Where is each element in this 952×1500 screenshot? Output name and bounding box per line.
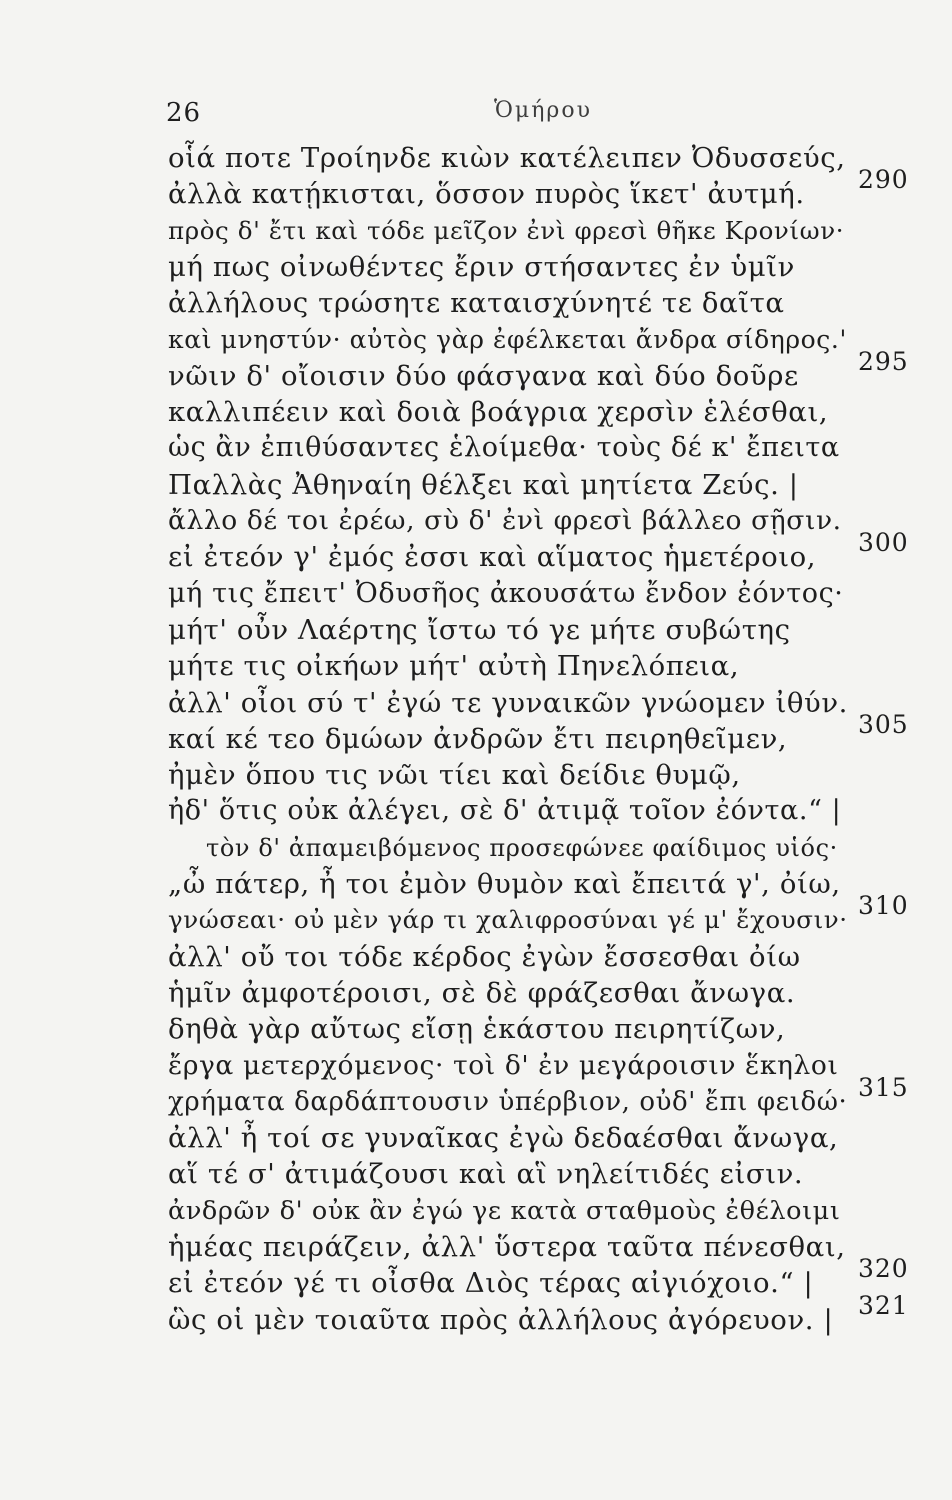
- verse-line: [0, 1072, 952, 1120]
- verse-line-text: χρήματα δαρδάπτουσιν ὑπέρβιον, οὐδ' ἔπι φειδώ·: [168, 1086, 848, 1117]
- verse-line-text: γνώσεαι· οὐ μὲν γάρ τι χαλιφροσύναι γέ μ' ἔχουσιν·: [168, 905, 848, 935]
- line-number: 305: [858, 709, 909, 739]
- verse-line: [0, 793, 952, 829]
- verse-line-text: μή πως οἰνωθέντες ἔριν στήσαντες ἐν ὑμῖν: [168, 250, 795, 283]
- verse-line: [0, 975, 952, 1011]
- verse-line: [0, 140, 952, 176]
- verse-line-text: εἰ ἐτεόν γέ τι οἶσθα Διὸς τέρας αἰγιόχοιο.“ |: [168, 1267, 814, 1300]
- verse-line: [0, 285, 952, 321]
- verse-line-text: μή τις ἔπειτ' Ὀδυσῆος ἀκουσάτω ἔνδον ἐόντος·: [168, 577, 844, 609]
- verse-line: [0, 612, 952, 648]
- line-number: 321: [858, 1290, 909, 1320]
- verse-line: [0, 1193, 952, 1229]
- verse-line: [0, 1120, 952, 1156]
- running-title: Ὁμήρου: [494, 98, 592, 123]
- verse-line-text: ἡμέας πειράζειν, ἀλλ' ὕστερα ταῦτα πένεσθαι,: [168, 1231, 846, 1263]
- verse-line-text: πρὸς δ' ἔτι καὶ τόδε μεῖζον ἐνὶ φρεσὶ θῆκε Κρονίων·: [168, 215, 845, 245]
- verse-line-text: οἷά ποτε Τροίηνδε κιὼν κατέλειπεν Ὀδυσσεύς,: [168, 142, 846, 174]
- line-number: 295: [858, 346, 909, 376]
- verse-line: [0, 1011, 952, 1047]
- verse-line: [0, 503, 952, 539]
- verse-line-text: μήτ' οὖν Λαέρτης ἴστω τό γε μήτε συβώτης: [168, 613, 791, 646]
- verse-line: [0, 1156, 952, 1192]
- verse-line-text: ἀλλήλους τρώσητε καταισχύνητέ τε δαῖτα: [168, 287, 785, 320]
- verse-line-text: εἰ ἐτεόν γ' ἐμός ἐσσι καὶ αἵματος ἡμετέροιο,: [168, 541, 817, 574]
- verse-line: [0, 709, 952, 757]
- verse-line-text: ἀλλὰ κατῄκισται, ὅσσον πυρὸς ἵκετ' ἀυτμή.: [168, 178, 805, 211]
- line-number: 310: [858, 891, 909, 921]
- verse-line: [0, 528, 952, 575]
- verse-line-text: ἡμῖν ἀμφοτέροισι, σὲ δὲ φράζεσθαι ἄνωγα.: [168, 976, 796, 1009]
- verse-line-text: ἠδ' ὅτις οὐκ ἀλέγει, σὲ δ' ἀτιμᾷ τοῖον ἐόντα.“ |: [168, 795, 842, 827]
- verse-line: [0, 249, 952, 285]
- verse-line: [0, 576, 952, 612]
- verse-line: [0, 866, 952, 902]
- line-number: 315: [858, 1072, 909, 1102]
- verse-line: [0, 830, 952, 866]
- verse-line-text: καί κέ τεο δμώων ἀνδρῶν ἔτι πειρηθεῖμεν,: [168, 722, 788, 755]
- verse-line-text: καὶ μνηστύν· αὐτὸς γὰρ ἐφέλκεται ἄνδρα σίδηρος.': [168, 324, 847, 354]
- line-number: 290: [858, 165, 909, 195]
- verse-line-text: τὸν δ' ἀπαμειβόμενος προσεφώνεε φαίδιμος υἱός·: [206, 833, 838, 862]
- page-number: 26: [166, 98, 202, 128]
- verse-line-text: αἵ τέ σ' ἀτιμάζουσι καὶ αἳ νηλείτιδές εἰσιν.: [168, 1158, 804, 1191]
- verse-line-text: μήτε τις οἰκήων μήτ' αὐτὴ Πηνελόπεια,: [168, 650, 740, 683]
- verse-line-text: ἔργα μετερχόμενος· τοὶ δ' ἐν μεγάροισιν ἕκηλοι: [168, 1049, 839, 1081]
- verse-line-text: ὣς οἱ μὲν τοιαῦτα πρὸς ἀλλήλους ἀγόρευον. |: [168, 1303, 834, 1336]
- verse-line: [0, 1229, 952, 1265]
- line-number: 300: [858, 528, 909, 558]
- verse-line: [0, 430, 952, 466]
- verse-line-text: καλλιπέειν καὶ δοιὰ βοάγρια χερσὶν ἑλέσθαι,: [168, 396, 829, 429]
- verse-line: [0, 346, 952, 394]
- verse-line-text: ἀνδρῶν δ' οὐκ ἂν ἐγώ γε κατὰ σταθμοὺς ἐθέλοιμι: [168, 1195, 841, 1226]
- verse-line: [0, 394, 952, 430]
- verse-line: [0, 322, 952, 358]
- verse-line: [0, 165, 952, 212]
- verse-line: [0, 685, 952, 721]
- verse-line-text: ὡς ἂν ἐπιθύσαντες ἑλοίμεθα· τοὺς δέ κ' ἔπειτα: [168, 432, 840, 464]
- verse-line-text: νῶιν δ' οἴοισιν δύο φάσγανα καὶ δύο δοῦρε: [168, 359, 799, 392]
- verse-line: [0, 648, 952, 684]
- verse-line-text: ἀλλ' οὔ τοι τόδε κέρδος ἐγὼν ἔσσεσθαι ὀίω: [168, 940, 801, 973]
- verse-line: [0, 1254, 952, 1301]
- verse-line-text: ἄλλο δέ τοι ἐρέω, σὺ δ' ἐνὶ φρεσὶ βάλλεο σῇσιν.: [168, 505, 842, 536]
- verse-line: [0, 467, 952, 503]
- verse-line: [0, 1048, 952, 1084]
- verse-line: [0, 891, 952, 938]
- verse-line: [0, 1290, 952, 1338]
- line-number: 320: [858, 1254, 909, 1284]
- verse-line-text: δηθὰ γὰρ αὔτως εἴσῃ ἑκάστου πειρητίζων,: [168, 1013, 786, 1046]
- verse-line: [0, 757, 952, 793]
- verse-line-text: ἠμὲν ὅπου τις νῶι τίει καὶ δείδιε θυμῷ,: [168, 759, 741, 792]
- verse-line: [0, 213, 952, 249]
- verse-line-text: Παλλὰς Ἀθηναίη θέλξει καὶ μητίετα Ζεύς. |: [168, 468, 799, 501]
- verse-line-text: ἀλλ' οἶοι σύ τ' ἐγώ τε γυναικῶν γνώομεν ἰθύν.: [168, 686, 848, 719]
- verse-line-text: „ὦ πάτερ, ἦ τοι ἐμὸν θυμὸν καὶ ἔπειτά γ', ὀίω,: [168, 868, 841, 900]
- verse-line-text: ἀλλ' ἦ τοί σε γυναῖκας ἐγὼ δεδαέσθαι ἄνωγα,: [168, 1122, 839, 1155]
- verse-line: [0, 939, 952, 975]
